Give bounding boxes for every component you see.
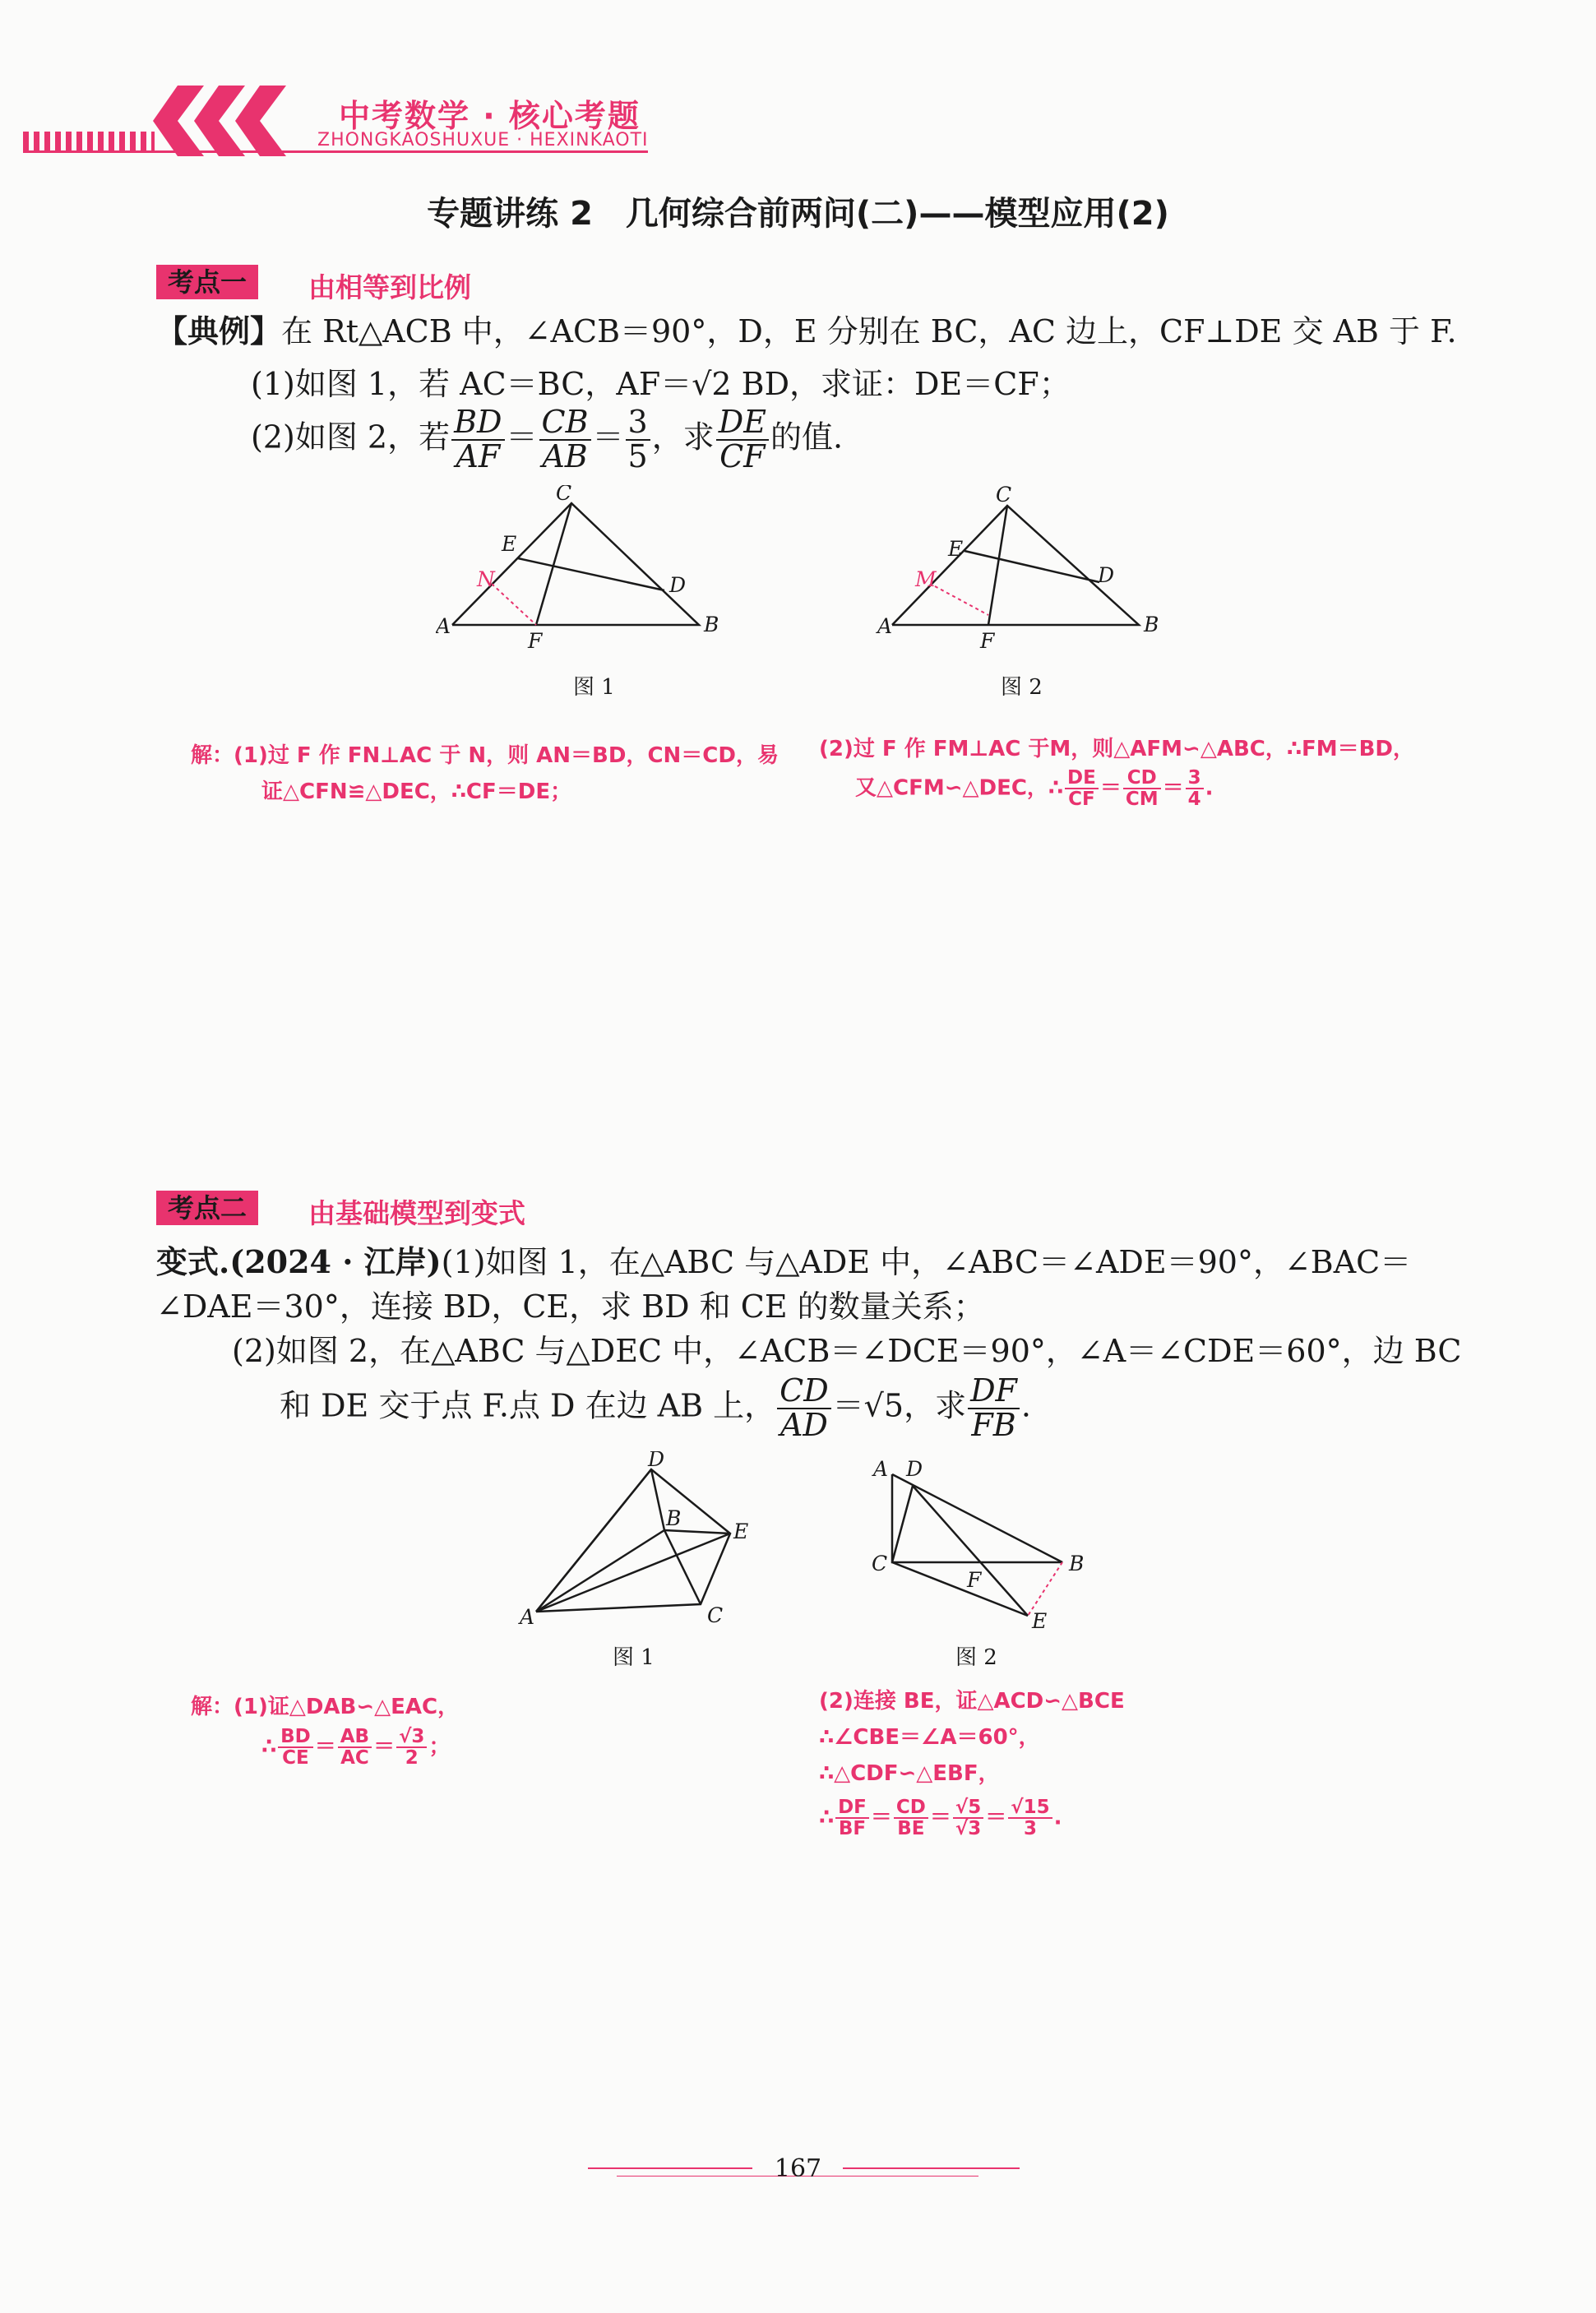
s1-solution-1-line2: 证△CFN≌△DEC，∴CF＝DE； [261,779,572,804]
label-d: D [648,1451,665,1471]
header-rule [23,150,648,153]
frac-num: √5 [953,1797,983,1819]
label-d: D [1098,563,1115,587]
q2-end: . [1020,1387,1032,1424]
frac-num: DF [968,1375,1020,1409]
frac-num: CD [1123,768,1161,789]
section1-problem [156,306,1457,351]
frac-df-fb [968,1372,1020,1443]
section2-q1-line2: ∠DAE＝30°，连接 BD，CE，求 BD 和 CE 的数量关系； [156,1288,985,1325]
header-chevrons-icon [153,86,326,156]
s2-solution-2-line4: ∴ $\frac{DF}{BF}$ ＝ $\frac{CD}{BE}$ ＝ $\frac{√5}{√3}$ ＝ $\frac{√15}{3}$ . [819,1797,1062,1840]
section2-title: 由基础模型到变式 [308,1197,525,1229]
q2-prefix: (2)如图 2，若 [251,419,451,456]
frac-cd-be [894,1797,928,1839]
s1-solution-2-line1: (2)过 F 作 FM⊥AC 于M，则△AFM∽△ABC，∴FM＝BD， [819,737,1414,761]
section2-q1-line1 [156,1237,1411,1282]
q2-prefix: 和 DE 交于点 F.点 D 在边 AB 上， [280,1387,776,1424]
frac-den: AC [340,1747,369,1769]
frac-num: DE [1065,768,1099,789]
sol-prefix: ∴ [819,1805,835,1830]
frac-num: DE [716,406,769,441]
frac-num: AB [338,1727,372,1748]
frac-num: CD [894,1797,928,1819]
frac-den: AF [456,437,501,474]
section2-q2-line1: (2)如图 2，在△ABC 与△DEC 中，∠ACB＝∠DCE＝90°，∠A＝∠CDE＝60°，边 BC [232,1333,1462,1369]
frac-den: 3 [1023,1818,1037,1840]
frac-cd-ad [777,1372,831,1443]
label-e: E [733,1520,749,1543]
section1-title: 由相等到比例 [308,271,471,303]
s2-fig1-caption: 图 1 [613,1645,655,1670]
frac-den: CE [282,1747,309,1769]
frac-root3-2 [396,1727,427,1768]
sol-end: . [1205,775,1214,801]
frac-num: CD [777,1375,831,1409]
header-subtitle: ZHONGKAOSHUXUE · HEXINKAOTI [317,130,649,150]
section2-q2-line2 [280,1372,1032,1443]
s1-figure-1 [436,485,732,665]
frac-den: AD [779,1406,828,1443]
s2-fig2-caption: 图 2 [955,1645,997,1670]
frac-3-4 [1186,768,1204,809]
frac-den: BF [838,1818,867,1840]
label-d: D [669,573,687,597]
sol-end: . [1053,1805,1062,1830]
label-n: N [477,567,495,591]
frac-root5-root3 [953,1797,983,1839]
frac-den: CF [719,437,766,474]
frac-den: CF [1068,789,1095,811]
header-stripes [23,132,155,151]
label-a: A [436,614,451,638]
frac-num: BD [451,406,504,441]
s1-solution-1-line1: 解：(1)过 F 作 FN⊥AC 于 N，则 AN＝BD，CN＝CD，易 [191,743,779,768]
s2-figure-2 [863,1451,1102,1644]
frac-bd-ce [278,1727,313,1768]
frac-num: √3 [396,1727,427,1748]
frac-den: AB [542,437,588,474]
label-b: B [666,1506,682,1530]
s1-solution-2-line2: 又△CFM∽△DEC，∴ $\frac{DE}{CF}$ ＝ $\frac{CD}{CM}$ ＝ $\frac{3}{4}$ . [855,767,1214,811]
label-e: E [1032,1609,1048,1633]
header-title: 中考数学 · 核心考题 [339,98,641,134]
s1-figure-2 [876,485,1172,665]
label-d: D [906,1457,923,1481]
q2-mid: ，求 [651,419,715,456]
label-e: E [502,532,517,556]
s2-solution-2-line1: (2)连接 BE，证△ACD∽△BCE [819,1689,1125,1714]
problem-text: 在 Rt△ACB 中，∠ACB＝90°，D，E 分别在 BC，AC 边上，CF⊥DE 交 AB 于 F. [281,313,1457,349]
sol-end: ； [428,1734,451,1760]
s2-figure-1 [510,1451,756,1644]
s1-fig1-caption: 图 1 [573,675,615,700]
section1-q2: (2)如图 2，若 $\frac{BD}{AF}$ ＝ $\frac{CB}{AB}$ ＝ $\frac{3}{5}$ ，求 $\frac{DE}{CF}$ 的值. [251,404,844,474]
q2-suffix: 的值. [770,419,844,456]
label-f: F [528,629,543,653]
frac-den: CM [1125,789,1159,811]
frac-den: 5 [627,437,648,474]
label-a: A [520,1605,535,1629]
label-b: B [1144,613,1159,636]
section1-q1: (1)如图 1，若 AC＝BC，AF＝√2 BD，求证：DE＝CF； [251,366,1071,402]
s2-solution-1-line1: 解：(1)证△DAB∽△EAC， [191,1695,460,1719]
frac-cb-ab [539,406,591,474]
frac-root15-3 [1008,1797,1052,1839]
example-label: 【典例】 [156,313,282,349]
s1-fig2-caption: 图 2 [1001,675,1043,700]
label-e: E [948,537,964,561]
variant-label: 变式. [156,1243,230,1280]
label-a: A [877,614,893,638]
frac-num: 3 [626,406,650,441]
section1-badge: 考点一 [156,265,258,299]
variant-source: (2024 · 江岸) [229,1243,442,1280]
q1-line1-text: (1)如图 1，在△ABC 与△ADE 中，∠ABC＝∠ADE＝90°，∠BAC＝ [441,1244,1412,1280]
frac-de-cf [716,406,769,474]
frac-num: CB [539,406,591,441]
label-a: A [873,1457,889,1481]
sol-prefix: ∴ [261,1734,277,1760]
frac-cd-cm [1123,768,1161,809]
frac-num: BD [278,1727,313,1748]
s2-solution-2-line3: ∴△CDF∽△EBF， [819,1761,1000,1786]
sol-prefix: 又△CFM∽△DEC，∴ [855,775,1064,801]
frac-de-cf [1065,768,1099,809]
page-number: 167 [774,2154,822,2183]
label-b: B [1069,1552,1085,1575]
frac-den: 4 [1187,789,1201,811]
frac-den: 2 [405,1747,419,1769]
label-m: M [915,567,937,591]
s2-solution-1-line2: ∴ $\frac{BD}{CE}$ ＝ $\frac{AB}{AC}$ ＝ $\frac{√3}{2}$ ； [261,1726,451,1769]
frac-num: √15 [1008,1797,1052,1819]
frac-num: DF [835,1797,869,1819]
q2-mid: ＝√5，求 [832,1387,967,1424]
label-c: C [556,485,572,505]
frac-den: FB [971,1406,1016,1443]
frac-num: 3 [1186,768,1204,789]
frac-df-bf [835,1797,869,1839]
frac-den: BE [897,1818,925,1840]
frac-den: √3 [955,1818,982,1840]
label-c: C [996,485,1012,507]
label-f: F [967,1568,982,1592]
label-c: C [872,1552,888,1575]
section2-badge: 考点二 [156,1191,258,1225]
frac-3-5 [626,406,650,474]
s2-solution-2-line2: ∴∠CBE＝∠A＝60°， [819,1725,1040,1750]
label-c: C [707,1603,724,1627]
frac-ab-ac [338,1727,372,1768]
frac-bd-af [451,406,504,474]
page-title: 专题讲练 2 几何综合前两问(二)——模型应用(2) [427,195,1169,233]
label-b: B [704,613,719,636]
label-f: F [980,629,995,653]
